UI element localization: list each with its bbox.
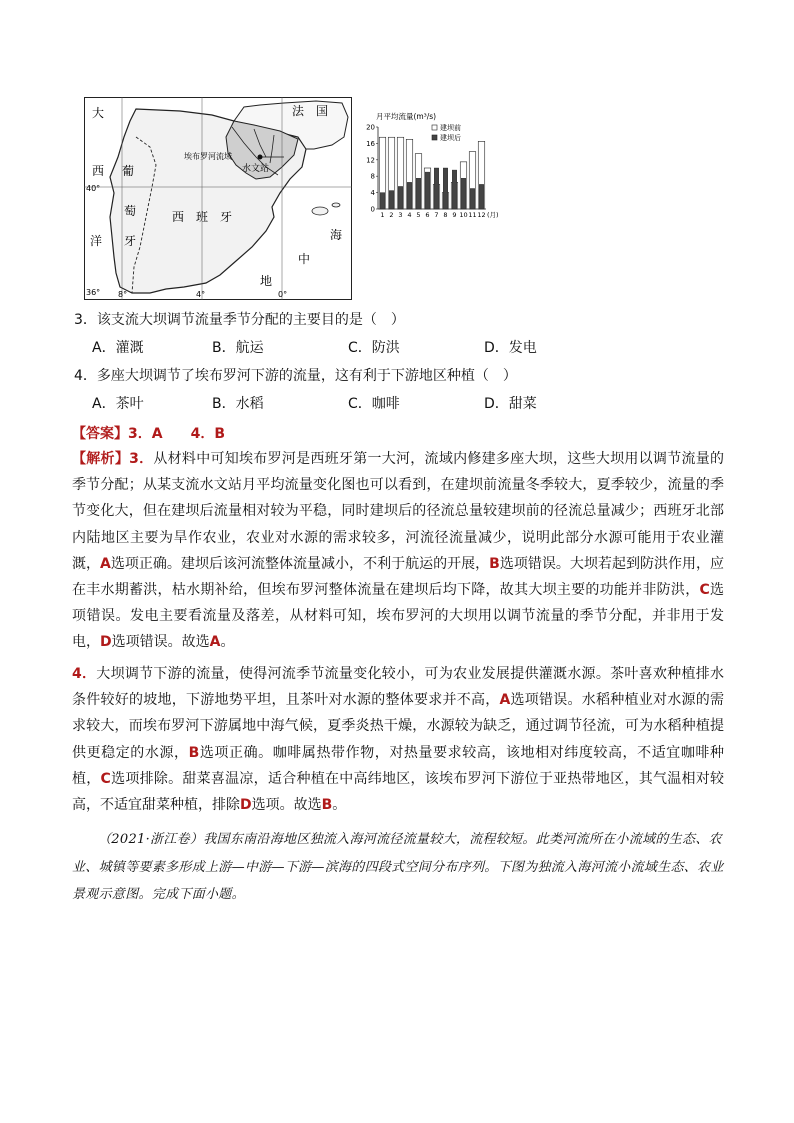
- q4-option-d[interactable]: D．甜菜: [484, 396, 537, 412]
- analysis-q4-text-d: 选项排除。甜菜喜温凉，适合种植在中高纬地区，该埃布罗河下游位于亚热带地区，其气温相对较高，不适宜甜菜种植，排除: [72, 770, 725, 814]
- x-tick-label: 5: [416, 211, 421, 219]
- analysis-option-ref: B: [188, 744, 200, 761]
- q4-option-a[interactable]: A．茶叶: [92, 396, 144, 412]
- x-tick-label: 2: [389, 211, 394, 219]
- x-tick-label: 11: [468, 211, 477, 219]
- bar-after: [389, 191, 394, 209]
- bar-after: [416, 178, 421, 209]
- q4-option-c[interactable]: C．咖啡: [348, 396, 400, 412]
- label-lon4: 4°: [196, 290, 206, 299]
- flow-chart: [362, 111, 502, 223]
- analysis-q4-text-c: 选项正确。咖啡属热带作物，对热量要求较高，该地相对纬度较高，不适宜咖啡种植，: [72, 744, 725, 787]
- label-basin: 埃布罗河流域: [184, 152, 232, 161]
- bar-after: [452, 170, 457, 209]
- answer-text: 3．A 4．B: [128, 426, 225, 442]
- q3-option-a[interactable]: A．灌溉: [92, 340, 144, 356]
- bar-after: [398, 186, 403, 209]
- legend-after: 建坝后: [440, 134, 461, 142]
- bar-after: [425, 172, 430, 209]
- answer-line: [72, 424, 225, 444]
- x-tick-label: 6: [425, 211, 430, 219]
- next-question-intro: （2021·浙江卷）我国东南沿海地区独流入海河流径流量较大，流程较短。此类河流所在小流域的生态、农业、城镇等要素多形成上游—中游—下游—滨海的四段式空间分布序列。下图为独流入海河流小流域生态、农业景观示意图。完成下面小题。: [72, 832, 724, 902]
- chart-legend: [432, 123, 461, 142]
- label-sea-zhong: 中: [298, 252, 311, 266]
- analysis-q3-num: 3．: [129, 451, 154, 467]
- bar-after: [479, 184, 484, 209]
- y-tick-label: 0: [370, 205, 375, 214]
- analysis-option-ref: D: [240, 797, 252, 814]
- analysis-option-ref: A: [499, 692, 511, 709]
- label-sea-hai: 海: [330, 228, 343, 242]
- analysis-q3: [72, 446, 724, 656]
- y-tick-label: 16: [366, 139, 375, 148]
- q3-option-d[interactable]: D．发电: [484, 340, 537, 356]
- analysis-q3-text-e: 选项错误。故选: [111, 634, 210, 651]
- label-lat40: 40°: [86, 184, 101, 193]
- label-lon0: 0°: [278, 290, 288, 299]
- figure-row: [84, 97, 504, 302]
- x-tick-label: 9: [452, 211, 457, 219]
- analysis-option-ref: C: [100, 770, 111, 787]
- q3-option-c[interactable]: C．防洪: [348, 340, 400, 356]
- bar-after: [461, 178, 466, 209]
- x-tick-label: 4: [407, 211, 412, 219]
- analysis-q3-text-a: 从材料中可知埃布罗河是西班牙第一大河，流域内修建多座大坝，这些大坝用以调节流量的季节分配；从某支流水文站月平均流量变化图也可以看到，在建坝前流量冬季较大，夏季较少，流量的季节变化大，但在建坝后流量相对较为平稳，同时建坝后的径流总量较建坝前的径流总量减少；西班牙北部内陆地区主要为旱作农业，农业对水源的需求较多，河流径流量减少，说明此部分水源可能用于农业灌溉，: [72, 451, 725, 572]
- analysis-q3-text-b: 选项正确。建坝后该河流整体流量减小，不利于航运的开展，: [110, 555, 490, 572]
- analysis-option-ref: A: [100, 555, 111, 572]
- analysis-q4-text-e: 选项。故选: [251, 797, 322, 814]
- iberia-map: [84, 97, 352, 300]
- chart-title: 月平均流量(m³/s): [376, 112, 437, 121]
- label-station: 水文站: [242, 164, 270, 174]
- label-lon8: 8°: [118, 290, 128, 299]
- label-spain: 西 班 牙: [172, 210, 233, 224]
- answer-label: 【答案】: [72, 426, 128, 442]
- bar-after: [434, 168, 439, 209]
- x-tick-label: 12: [477, 211, 486, 219]
- x-tick-label: 1: [380, 211, 385, 219]
- analysis-option-ref: B: [489, 555, 500, 572]
- x-tick-label: 8: [443, 211, 448, 219]
- label-portugal-2: 萄: [124, 204, 137, 218]
- bar-after: [407, 182, 412, 209]
- analysis-q4-text-a: 大坝调节下游的流量，使得河流季节流量变化较小，可为农业发展提供灌溉水源。茶叶喜欢种植排水条件较好的坡地，下游地势平坦，且茶叶对水源的整体要求并不高，: [72, 666, 724, 709]
- analysis-q3-text-c: 选项错误。大坝若起到防洪作用，应在丰水期蓄洪，枯水期补给，但埃布罗河整体流量在建坝后均下降，故其大坝主要的功能并非防洪，: [72, 555, 725, 599]
- x-tick-label: 3: [398, 211, 403, 219]
- y-tick-label: 20: [366, 123, 375, 132]
- analysis-q4-text-f: 。: [332, 797, 347, 814]
- analysis-q3-text-f: 。: [220, 634, 235, 651]
- x-tick-label: 7: [434, 211, 439, 219]
- legend-before: 建坝前: [440, 124, 461, 132]
- label-sea-di: 地: [260, 274, 273, 288]
- q4-options: [92, 394, 537, 414]
- analysis-option-ref: D: [100, 634, 112, 651]
- label-france: 法 国: [292, 104, 329, 118]
- label-ocean-da: 大: [92, 106, 105, 120]
- x-unit-label: (月): [487, 211, 499, 219]
- analysis-q4-num: 4．: [72, 666, 97, 682]
- analysis-label: 【解析】: [72, 451, 130, 467]
- analysis-option-ref: A: [209, 634, 221, 651]
- q4-option-b[interactable]: B．水稻: [212, 396, 264, 412]
- analysis-option-ref: B: [321, 797, 333, 814]
- bar-after: [443, 168, 448, 209]
- q3-option-b[interactable]: B．航运: [212, 340, 264, 356]
- analysis-q4: [72, 661, 724, 818]
- label-portugal-1: 葡: [122, 164, 135, 178]
- q4-stem: 4．多座大坝调节了埃布罗河下游的流量，这有利于下游地区种植（ ）: [74, 368, 517, 384]
- bar-after: [470, 189, 475, 210]
- y-tick-label: 12: [366, 156, 375, 165]
- label-ocean-yang: 洋: [90, 234, 103, 248]
- analysis-q4-text-b: 选项错误。水稻种植业对水源的需求较大，而埃布罗河下游属地中海气候，夏季炎热干燥，水源较为缺乏，通过调节径流，可为水稻种植提供更稳定的水源，: [72, 692, 724, 761]
- label-ocean-xi: 西: [92, 164, 105, 178]
- q3-stem: 3．该支流大坝调节流量季节分配的主要目的是（ ）: [74, 312, 405, 328]
- label-portugal-3: 牙: [124, 234, 137, 248]
- x-tick-label: 10: [459, 211, 468, 219]
- y-tick-label: 8: [370, 172, 375, 181]
- bar-after: [380, 193, 385, 209]
- q3-options: [92, 338, 537, 358]
- y-tick-label: 4: [370, 189, 375, 198]
- label-lat36: 36°: [86, 288, 101, 297]
- analysis-q3-text-d: 选项错误。发电主要看流量及落差，从材料可知，埃布罗河的大坝用以调节流量的季节分配，并非用于发电，: [72, 582, 725, 651]
- analysis-option-ref: C: [699, 582, 710, 599]
